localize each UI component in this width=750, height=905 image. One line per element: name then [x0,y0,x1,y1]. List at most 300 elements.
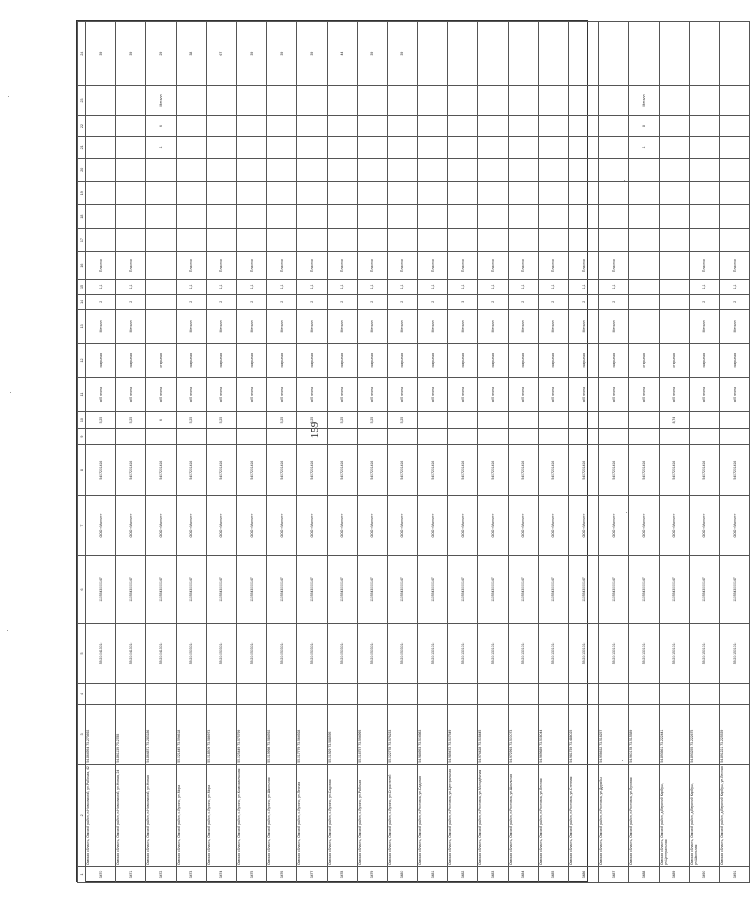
table-cell [448,137,478,158]
table-cell [327,86,357,116]
table-cell [387,137,417,158]
table-cell [236,158,266,181]
table-cell: 39 [116,22,146,86]
table-cell: Металл [538,309,568,343]
table-cell [297,683,327,704]
table-cell [267,86,297,116]
table-cell [599,115,629,136]
table-cell [267,158,297,181]
table-cell: ООО «Магнит» [689,496,719,556]
table-cell: 55.025449 73.575799 [236,705,266,765]
table-cell [357,137,387,158]
table-cell: Омская область, Омский район, с.Лузино, ул.Рабочая [357,764,387,866]
table-cell [629,181,659,204]
table-cell: 3478 [327,867,357,883]
table-cell: 5407201416 [146,445,176,496]
table-cell [478,181,508,204]
table-cell: ООО «Магнит» [508,496,538,556]
table-cell: Омская область, Омский район, п.Ростовка, ул.Степная [569,764,599,866]
table-cell: закрытая [448,343,478,377]
table-cell [659,294,689,309]
table-cell [508,137,538,158]
table-row [418,22,448,883]
table-cell [86,137,116,158]
table-cell: 3480 [387,867,417,883]
table-cell: Омская область, Омский район, п.Ростовка, ул.Луговая [629,764,659,866]
table-cell [719,22,749,86]
table-cell [478,228,508,251]
table-cell: Пластик [297,252,327,280]
table-cell: ООО «Магнит» [478,496,508,556]
table-cell: 5407201416 [538,445,568,496]
table-cell: ж/б плита [659,377,689,411]
table-cell [689,683,719,704]
table-cell: 3488 [629,867,659,883]
table-cell [267,115,297,136]
table-cell: 55:20:050301: [267,624,297,684]
column-header: 12 [78,343,86,377]
table-cell: 39 [236,22,266,86]
table-cell: Омская область, Омский район, д.Верхний Карбуш, ул.Школьная [689,764,719,866]
table-cell: Пластик [267,252,297,280]
table-cell [297,205,327,228]
table-cell [236,412,266,429]
table-cell: ООО «Магнит» [357,496,387,556]
table-cell [146,309,176,343]
table-cell [629,294,659,309]
table-cell: ж/б плита [387,377,417,411]
table-cell: Металл [327,309,357,343]
table-cell [86,683,116,704]
table-cell [418,205,448,228]
table-cell: 3476 [267,867,297,883]
column-header: 19 [78,181,86,204]
table-cell: 2 [538,294,568,309]
table-cell [659,683,689,704]
table-cell: 1105543000147 [599,555,629,623]
table-cell: 54.893255 73.222675 [689,705,719,765]
table-cell: Пластик [569,252,599,280]
table-cell: 55:20:150101: [689,624,719,684]
table-cell [116,86,146,116]
table-cell [267,137,297,158]
table-cell: закрытая [569,343,599,377]
table-cell [267,181,297,204]
table-cell: 1105543000147 [719,555,749,623]
table-cell: 1,1 [86,279,116,294]
table-body [86,22,750,883]
table-cell: 55:20:050301: [327,624,357,684]
table-row [599,22,629,883]
table-cell: 5407201416 [478,445,508,496]
table-cell [418,22,448,86]
table-cell: 5407201416 [327,445,357,496]
table-cell [659,22,689,86]
table-cell [478,158,508,181]
table-cell [659,137,689,158]
table-cell: 3474 [206,867,236,883]
column-header: 21 [78,137,86,158]
table-cell [327,683,357,704]
table-cell: 2 [236,294,266,309]
table-cell [569,137,599,158]
table-cell: Металл [418,309,448,343]
column-header: 18 [78,205,86,228]
table-cell: 55.022778 73.576233 [387,705,417,765]
table-cell [569,429,599,445]
table-row [569,22,599,883]
table-cell: 2 [176,294,206,309]
table-cell: 3472 [146,867,176,883]
table-cell [327,137,357,158]
table-cell [719,158,749,181]
table-cell [206,137,236,158]
table-cell: Металл [387,309,417,343]
table-cell: ООО «Магнит» [146,496,176,556]
table-cell [629,429,659,445]
table-cell: 39 [86,22,116,86]
table-cell: 1,1 [236,279,266,294]
table-cell: ж/б плита [508,377,538,411]
table-cell [448,158,478,181]
table-cell [387,181,417,204]
table-cell [599,22,629,86]
table-cell [146,205,176,228]
table-cell: 3471 [116,867,146,883]
table-cell: Металл [86,309,116,343]
table-cell: 1105543000147 [357,555,387,623]
table-cell: Металл [629,86,659,116]
table-cell: ж/б плита [599,377,629,411]
table-cell: закрытая [116,343,146,377]
table-cell [236,429,266,445]
table-cell: 5,25 [116,412,146,429]
table-cell [146,228,176,251]
table-cell: 2 [206,294,236,309]
table-row [448,22,478,883]
table-cell: Омская область, Омский район, с.Лузино, ул.Садовая [327,764,357,866]
table-cell: 5407201416 [659,445,689,496]
table-cell: 1,1 [418,279,448,294]
table-cell: ж/б плита [689,377,719,411]
table-row [689,22,719,883]
column-header: 16 [78,252,86,280]
table-cell [569,158,599,181]
table-cell: 55:20:041301: [116,624,146,684]
table-cell: Пластик [689,252,719,280]
table-cell [267,429,297,445]
table-cell: 1105543000147 [327,555,357,623]
table-cell: ж/б плита [478,377,508,411]
table-cell: 1105543000147 [478,555,508,623]
table-cell [357,115,387,136]
table-cell: ж/б плита [448,377,478,411]
table-cell: 1,1 [357,279,387,294]
table-cell [448,412,478,429]
table-cell: 5407201416 [176,445,206,496]
table-cell: 2 [689,294,719,309]
table-cell [719,228,749,251]
table-cell [176,137,206,158]
table-cell: Омская область, Омский район, п.Новоомский, ул.Новая, 24 [116,764,146,866]
table-cell [176,683,206,704]
table-cell: Омская область, Омский район, п.Ростовка, ул.Молодёжная [478,764,508,866]
table-cell [629,683,659,704]
table-cell: 6 [146,412,176,429]
column-header: 11 [78,377,86,411]
table-cell: ж/б плита [236,377,266,411]
table-cell: 6 [146,115,176,136]
table-cell [569,205,599,228]
table-cell [689,205,719,228]
table-cell [236,181,266,204]
table-cell [86,429,116,445]
table-cell: Омская область, Омский район, п.Ростовка, ул.Садовая [418,764,448,866]
table-cell [508,158,538,181]
table-cell [629,22,659,86]
table-cell [659,309,689,343]
table-cell: 1,1 [206,279,236,294]
table-cell [176,181,206,204]
table-cell [236,86,266,116]
table-cell [86,228,116,251]
column-header: 5 [78,624,86,684]
table-cell [719,181,749,204]
table-row [629,22,659,883]
table-cell [508,205,538,228]
table-cell [448,429,478,445]
table-cell: 2 [719,294,749,309]
table-cell: открытая [629,343,659,377]
table-cell [629,158,659,181]
table-cell [569,115,599,136]
table-cell: 39 [297,22,327,86]
table-cell [629,205,659,228]
table-cell: 5407201416 [569,445,599,496]
table-cell: закрытая [719,343,749,377]
table-cell: ООО «Магнит» [176,496,206,556]
table-cell [236,228,266,251]
table-cell: ООО «Магнит» [86,496,116,556]
table-cell [297,137,327,158]
table-cell: 2 [418,294,448,309]
table-cell: открытая [146,343,176,377]
table-cell [659,86,689,116]
table-cell: 1,1 [297,279,327,294]
table-cell: Омская область, Омский район, п.Ростовка, ул.Лесная [538,764,568,866]
table-cell [327,158,357,181]
table-cell: Пластик [116,252,146,280]
table-cell: Металл [719,309,749,343]
table-cell: закрытая [387,343,417,377]
table-cell: Омская область, Омский район, с.Лузино, ул.Комсомольская [236,764,266,866]
table-cell: Пластик [86,252,116,280]
table-cell: 3485 [538,867,568,883]
table-cell [599,86,629,116]
table-cell [448,181,478,204]
table-cell: 1105543000147 [569,555,599,623]
table-cell: Пластик [448,252,478,280]
table-cell: 55:20:050301: [176,624,206,684]
table-cell: Пластик [478,252,508,280]
table-cell: 2 [387,294,417,309]
table-cell [689,412,719,429]
table-cell [508,683,538,704]
table-cell [538,683,568,704]
table-cell: 5407201416 [236,445,266,496]
table-cell [659,205,689,228]
table-cell [418,86,448,116]
table-cell: 1,1 [327,279,357,294]
table-cell [327,228,357,251]
column-header: 17 [78,228,86,251]
table-cell: 55.016757 73.594995 [357,705,387,765]
table-cell: закрытая [86,343,116,377]
table-cell [86,158,116,181]
table-cell [508,22,538,86]
table-cell: 5407201416 [629,445,659,496]
table-cell: Пластик [176,252,206,280]
table-cell: Омская область, Омский район, п.Новоомский, ул.Новая [146,764,176,866]
table-cell: 3477 [297,867,327,883]
table-cell [176,115,206,136]
table-cell [297,158,327,181]
table-cell: 5,25 [327,412,357,429]
column-header: 9 [78,429,86,445]
table-cell: 1105543000147 [267,555,297,623]
table-cell [236,115,266,136]
table-cell [357,683,387,704]
table-cell: Омская область, Омский район, с.Лузино, ул.Мира [206,764,236,866]
table-cell [267,228,297,251]
table-cell: 55.021445 73.594618 [176,705,206,765]
table-cell: 1 [146,137,176,158]
table-cell [538,228,568,251]
table-cell [86,115,116,136]
table-cell: закрытая [689,343,719,377]
table-cell: 54.984953 73.504983 [418,705,448,765]
table-cell: Металл [176,309,206,343]
table-cell [629,228,659,251]
table-cell: 1105543000147 [176,555,206,623]
table-cell [357,158,387,181]
table-cell: 2 [599,294,629,309]
table-cell: 2 [508,294,538,309]
table-cell: 55:20:050301: [206,624,236,684]
table-cell [236,205,266,228]
table-cell: Металл [448,309,478,343]
column-header: 20 [78,158,86,181]
table-cell: открытая [659,343,689,377]
table-cell: 55:20:050301: [387,624,417,684]
table-cell [116,115,146,136]
table-row [508,22,538,883]
column-header: 3 [78,705,86,765]
table-cell: 55:20:150101: [719,624,749,684]
table-cell [719,683,749,704]
table-cell [538,137,568,158]
table-cell [267,683,297,704]
table-cell: ООО «Магнит» [599,496,629,556]
column-header: 1 [78,867,86,883]
table-cell: 1,1 [508,279,538,294]
table-cell [387,205,417,228]
table-cell [297,115,327,136]
table-cell [267,205,297,228]
page-number: 159 [309,421,321,439]
table-cell: Омская область, Омский район, п.Новоомский, ул.Рабочая, 42 [86,764,116,866]
table-cell: Металл [206,309,236,343]
table-cell: ООО «Магнит» [327,496,357,556]
table-cell: 1,1 [599,279,629,294]
table-cell: 5407201416 [206,445,236,496]
table-cell: Омская область, Омский район, п.Ростовка, ул.Школьная [508,764,538,866]
table-cell: 5,25 [206,412,236,429]
table-cell [146,158,176,181]
table-cell: Омская область, Омский район, д.Верхний Карбуш, ул.Лесная [719,764,749,866]
table-cell: 55:20:150101: [659,624,689,684]
table-cell: 5407201416 [267,445,297,496]
table-cell: закрытая [538,343,568,377]
table-cell: ж/б плита [629,377,659,411]
table-cell [478,205,508,228]
table-cell: Омская область, Омский район, п.Ростовка, ул.Дружбы [599,764,629,866]
table-cell [448,22,478,86]
table-cell [478,412,508,429]
table-cell: 3491 [719,867,749,883]
table-cell: ООО «Магнит» [569,496,599,556]
table-cell: закрытая [206,343,236,377]
table-cell: ж/б плита [86,377,116,411]
table-cell [719,412,749,429]
table-cell: 5,25 [176,412,206,429]
table-cell: Пластик [236,252,266,280]
table-cell: Омская область, Омский район, с.Лузино, ул.Строителей [387,764,417,866]
table-cell [297,429,327,445]
table-cell: 3484 [508,867,538,883]
table-cell: 3483 [478,867,508,883]
table-cell [629,279,659,294]
table-cell: закрытая [297,343,327,377]
table-cell [116,158,146,181]
column-header: 7 [78,496,86,556]
table-cell [689,181,719,204]
table-cell [418,412,448,429]
table-cell [146,279,176,294]
table-cell [538,22,568,86]
table-cell: 3475 [236,867,266,883]
table-cell [387,429,417,445]
table-cell [508,412,538,429]
column-header: 15 [78,279,86,294]
table-cell [206,86,236,116]
table-cell: 2 [297,294,327,309]
table-cell: 1 [629,137,659,158]
table-cell [327,115,357,136]
table-cell [569,22,599,86]
table-cell: 54.864871 73.283186 [146,705,176,765]
table-cell: 44 [327,22,357,86]
table-row [719,22,749,883]
table-cell: ООО «Магнит» [418,496,448,556]
table-cell: 55:20:130101: [538,624,568,684]
table-cell: ж/б плита [538,377,568,411]
table-cell [327,205,357,228]
table-cell: закрытая [327,343,357,377]
table-cell [176,158,206,181]
table-cell: 54.972993 73.500073 [508,705,538,765]
column-header: 2 [78,764,86,866]
